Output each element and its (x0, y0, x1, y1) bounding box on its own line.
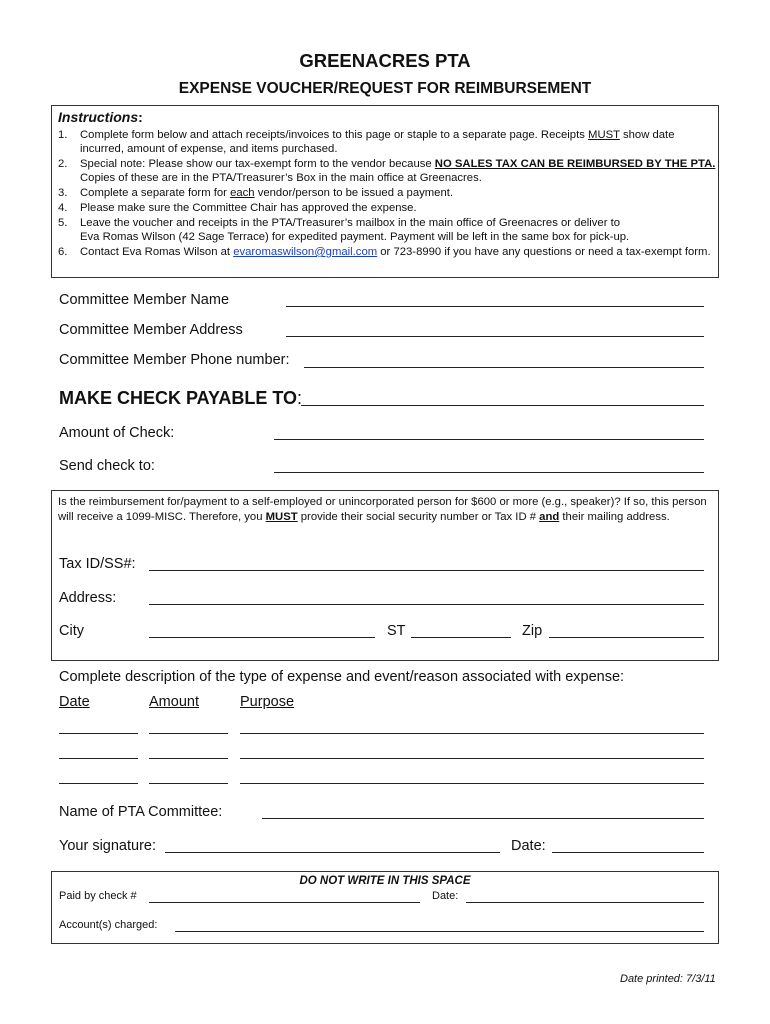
signature-date-field[interactable] (552, 852, 704, 853)
committee-address-label: Committee Member Address (59, 322, 243, 338)
expense-purpose-field[interactable] (240, 733, 704, 734)
zip-label: Zip (522, 623, 543, 639)
form-title: EXPENSE VOUCHER/REQUEST FOR REIMBURSEMENT (178, 80, 592, 97)
form-org-title: GREENACRES PTA (299, 50, 471, 71)
committee-phone-field[interactable] (304, 367, 704, 368)
item-number: 2. (58, 158, 68, 170)
signature-label: Your signature: (59, 838, 157, 854)
payable-to-field[interactable] (301, 405, 704, 406)
email-link[interactable]: evaromaswilson@gmail.com (233, 246, 378, 258)
expense-amount-field[interactable] (149, 733, 228, 734)
paid-by-check-label: Paid by check # (59, 890, 137, 902)
item-number: 6. (58, 246, 68, 258)
send-check-field[interactable] (274, 472, 704, 473)
item-text: Contact Eva Romas Wilson at (80, 246, 234, 258)
item-text: show date incurred, amount of expense, and items purchased. (80, 129, 675, 156)
item-text: Copies of these are in the PTA/Treasurer’s Box in the main office at Greenacres. (80, 172, 482, 185)
payable-heading: MAKE CHECK PAYABLE TO: (59, 388, 303, 408)
item-number: 1. (58, 129, 68, 141)
amount-column-header: Amount (149, 694, 199, 710)
amount-label: Amount of Check: (59, 425, 175, 441)
committee-address-field[interactable] (286, 336, 704, 337)
expense-date-field[interactable] (59, 783, 138, 784)
send-check-label: Send check to: (59, 458, 155, 474)
expense-purpose-field[interactable] (240, 783, 704, 784)
expense-date-field[interactable] (59, 733, 138, 734)
item-text: Eva Romas Wilson (42 Sage Terrace) for expedited payment. Payment will be left in the same box for pick-up. (80, 231, 630, 244)
check-number-field[interactable] (149, 902, 420, 903)
date-printed: Date printed: 7/3/11 (620, 973, 716, 985)
expense-amount-field[interactable] (149, 758, 228, 759)
account-charged-field[interactable] (175, 931, 704, 932)
item-text: Leave the voucher and receipts in the PTA/Treasurer’s mailbox in the main office of Greenacres or deliver to (80, 217, 621, 229)
item-emphasis: each (230, 187, 255, 199)
tax-note-emphasis: MUST (265, 511, 298, 523)
item-text: Please make sure the Committee Chair has approved the expense. (80, 202, 417, 214)
taxid-field[interactable] (149, 570, 704, 571)
item-number: 5. (58, 217, 68, 229)
expense-amount-field[interactable] (149, 783, 228, 784)
pta-committee-label: Name of PTA Committee: (59, 804, 223, 820)
office-use-heading: DO NOT WRITE IN THIS SPACE (299, 875, 471, 887)
tax-note-text: Is the reimbursement for/payment to a self-employed or unincorporated person for $600 or more (e.g., speaker)? If so, this person will receive a 1099-MISC. Therefore, you (58, 496, 707, 523)
office-date-label: Date: (432, 890, 459, 902)
tax-address-label: Address: (59, 590, 117, 606)
zip-field[interactable] (549, 637, 704, 638)
item-emphasis: NO SALES TAX CAN BE REIMBURSED BY THE PTA. (434, 158, 716, 170)
tax-note-text: provide their social security number or Tax ID # (297, 511, 540, 523)
instructions-list (58, 128, 718, 274)
city-field[interactable] (149, 637, 375, 638)
item-number: 3. (58, 187, 68, 199)
instructions-heading: Instructions: (58, 109, 143, 125)
signature-date-label: Date: (511, 838, 546, 854)
expense-date-field[interactable] (59, 758, 138, 759)
expense-description-label: Complete description of the type of expense and event/reason associated with expense: (59, 669, 625, 685)
date-column-header: Date (59, 694, 90, 710)
tax-note-emphasis: and (539, 511, 560, 523)
item-text: Complete form below and attach receipts/invoices to this page or staple to a separate page. Receipts (80, 129, 589, 141)
item-emphasis: MUST (588, 129, 620, 141)
state-label: ST (387, 623, 406, 639)
account-charged-label: Account(s) charged: (59, 919, 158, 931)
office-date-field[interactable] (466, 902, 704, 903)
committee-name-field[interactable] (286, 306, 704, 307)
tax-note (58, 495, 712, 525)
state-field[interactable] (411, 637, 511, 638)
tax-address-field[interactable] (149, 604, 704, 605)
committee-phone-label: Committee Member Phone number: (59, 352, 290, 368)
taxid-label: Tax ID/SS#: (59, 556, 136, 572)
pta-committee-field[interactable] (262, 818, 704, 819)
committee-name-label: Committee Member Name (59, 292, 230, 308)
tax-note-text: their mailing address. (559, 511, 670, 523)
item-text: or 723-8990 if you have any questions or need a tax-exempt form. (377, 246, 711, 258)
item-text: vendor/person to be issued a payment. (254, 187, 454, 199)
item-text: Complete a separate form for (80, 187, 231, 199)
signature-field[interactable] (165, 852, 500, 853)
purpose-column-header: Purpose (240, 694, 295, 710)
city-label: City (59, 623, 84, 639)
amount-field[interactable] (274, 439, 704, 440)
item-text: Special note: Please show our tax-exempt form to the vendor because (80, 158, 435, 170)
expense-purpose-field[interactable] (240, 758, 704, 759)
item-number: 4. (58, 202, 68, 214)
